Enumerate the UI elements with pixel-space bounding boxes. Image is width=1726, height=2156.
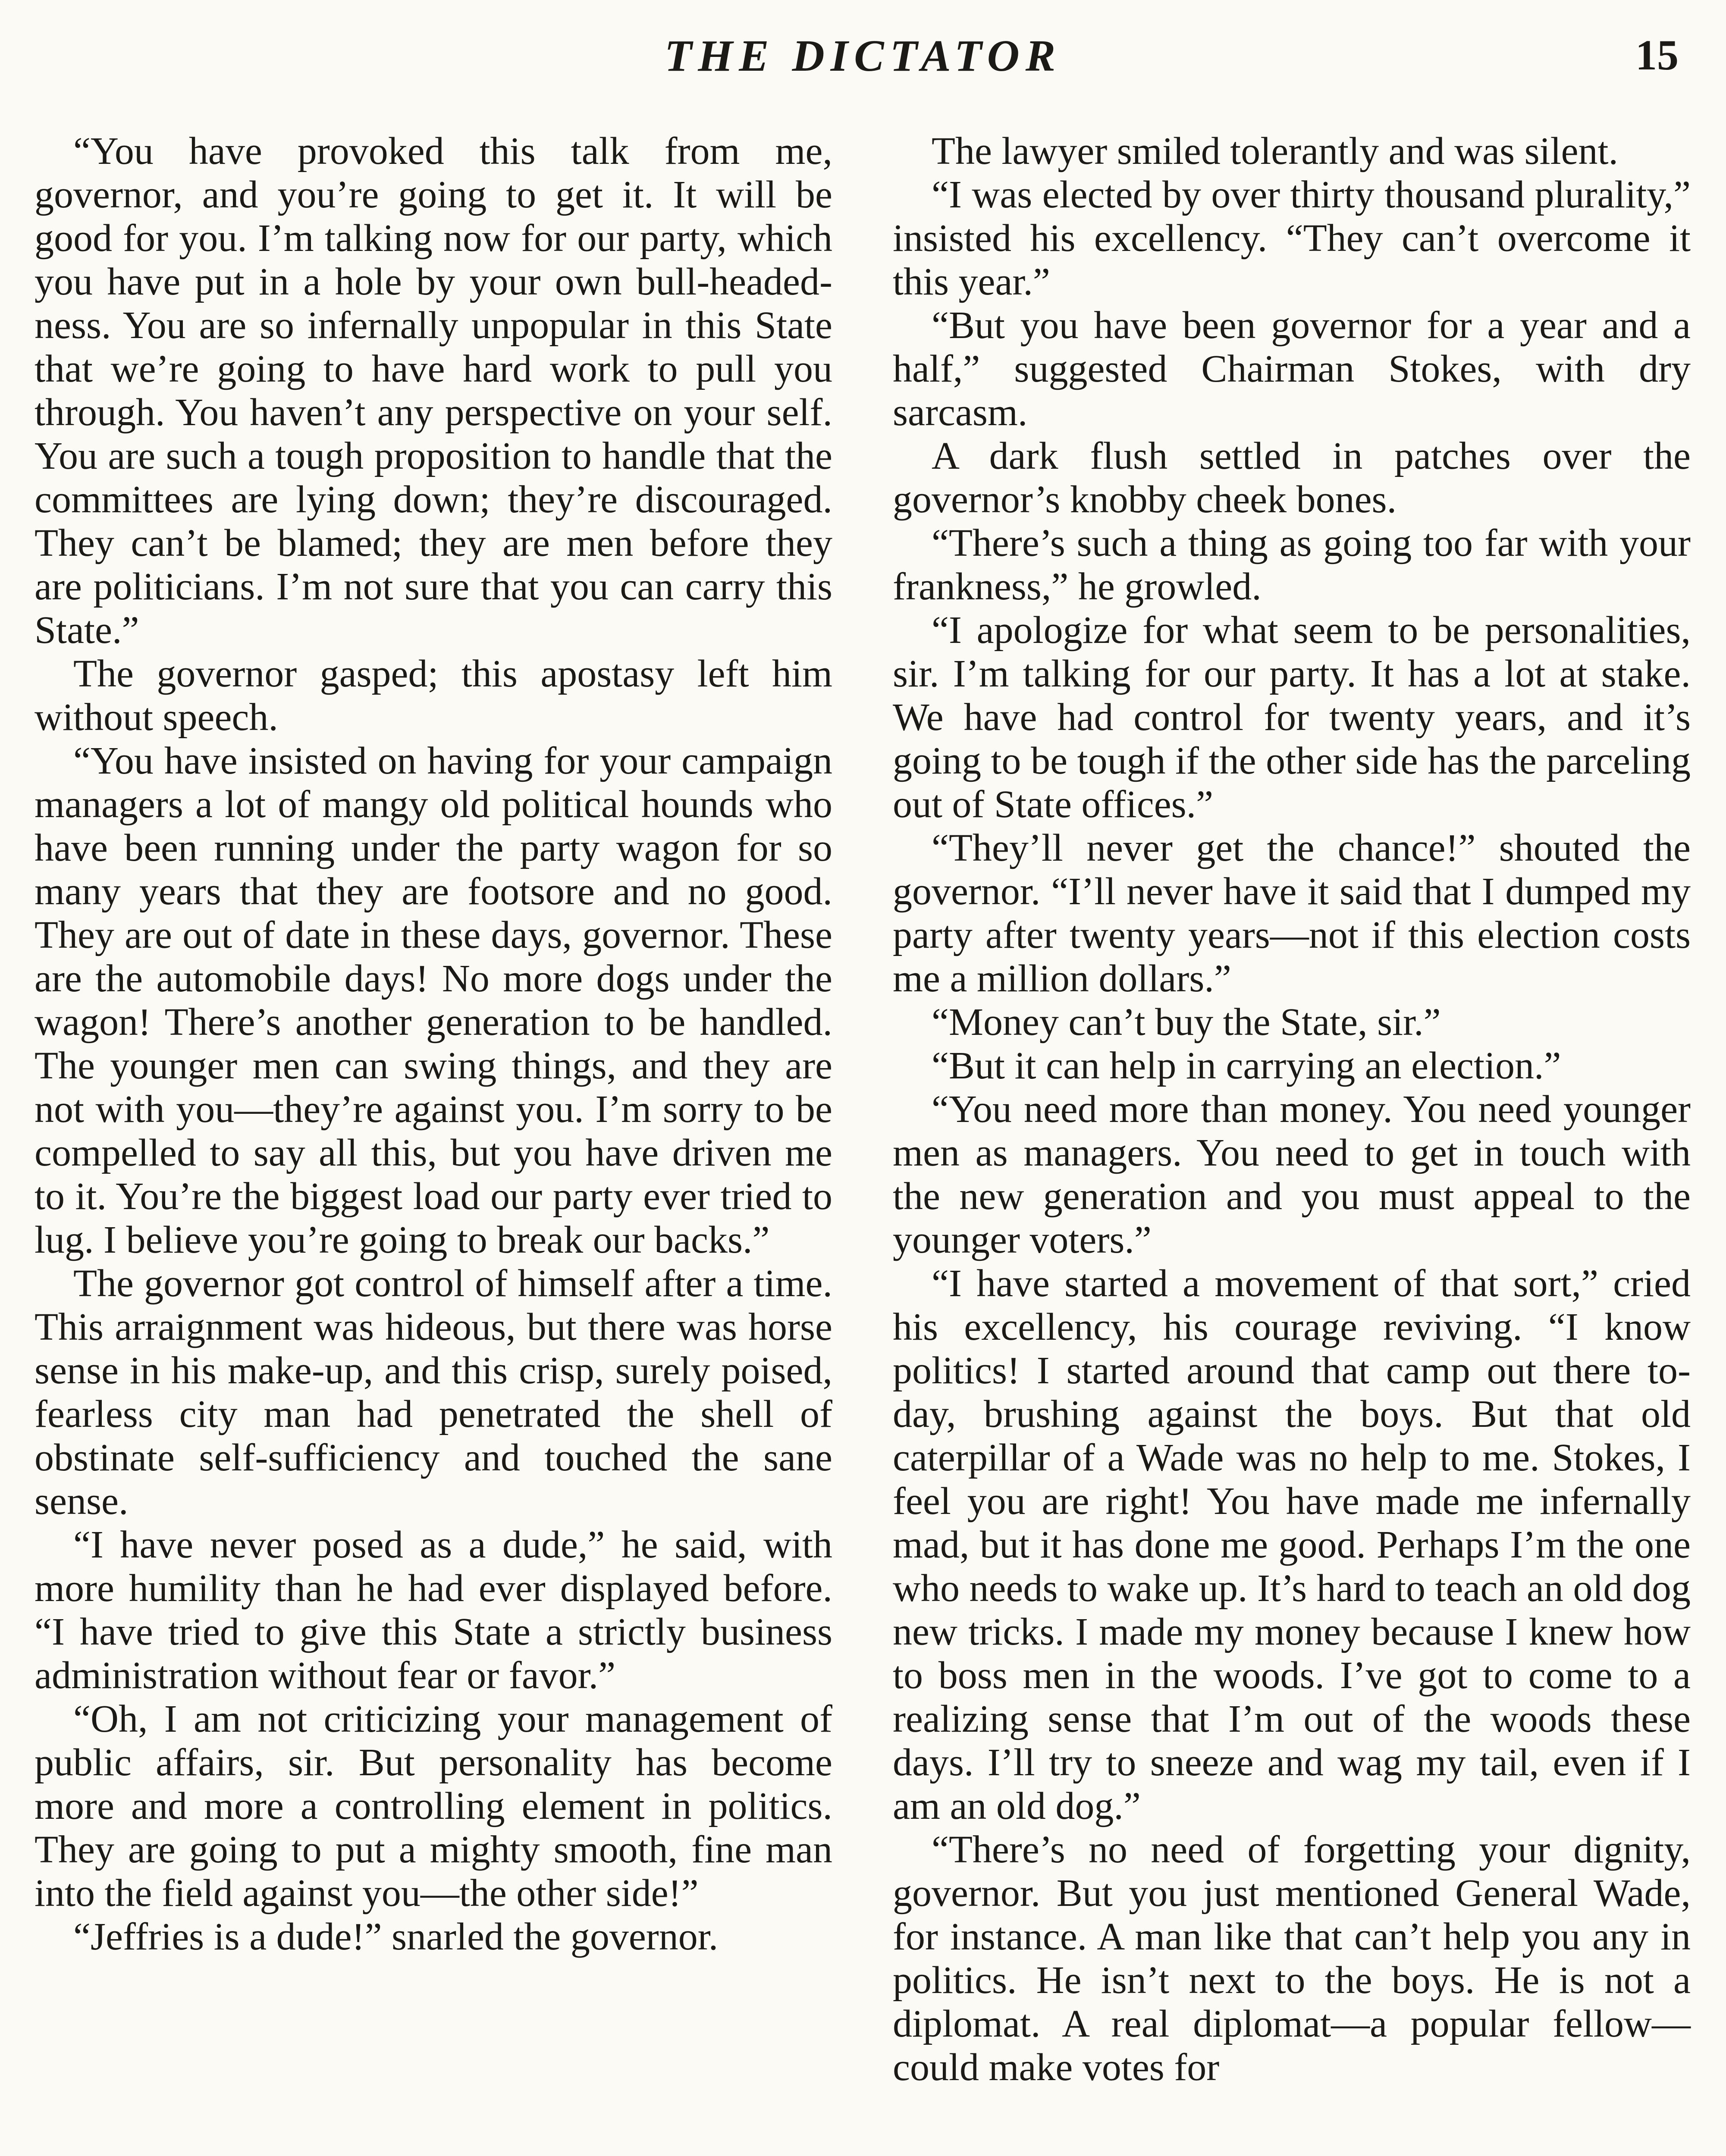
- paragraph: “There’s no need of forgetting your dignity, governor. But you just mentioned General Wade, for instance. A man like that can’t help you any in politics. He isn’t next to the boys. He is not a diplomat. A real diplomat—a popular fellow—could make votes for: [893, 1828, 1691, 2089]
- paragraph: “But you have been governor for a year and a half,” suggested Chairman Stokes, with dry sarcasm.: [893, 304, 1691, 434]
- paragraph: The governor got control of himself after a time. This arraignment was hideous, but there was horse sense in his make-up, and this crisp, surely poised, fearless city man had penetrated the shell of obstinate self-sufficiency and touched the sane sense.: [35, 1262, 832, 1523]
- paragraph: “You have insisted on having for your campaign managers a lot of mangy old political hounds who have been running under the party wagon for so many years that they are footsore and no good. They are out of date in these days, governor. These are the automobile days! No more dogs under the wagon! There’s another generation to be handled. The younger men can swing things, and they are not with you—they’re against you. I’m sorry to be compelled to say all this, but you have driven me to it. You’re the biggest load our party ever tried to lug. I believe you’re going to break our backs.”: [35, 740, 832, 1261]
- paragraph: “You have provoked this talk from me, governor, and you’re going to get it. It will be good for you. I’m talking now for our party, which you have put in a hole by your own bull-headedness. You are so infernally unpopular in this State that we’re going to have hard work to pull you through. You haven’t any perspective on your self. You are such a tough proposition to handle that the committees are lying down; they’re discouraged. They can’t be blamed; they are men before they are politicians. I’m not sure that you can carry this State.”: [35, 130, 832, 652]
- right-column: [893, 129, 1691, 2089]
- paragraph: “Oh, I am not criticizing your management of public affairs, sir. But personality has become more and more a controlling element in politics. They are going to put a mighty smooth, fine man into the field against you—the other side!”: [35, 1698, 832, 1915]
- left-column: [35, 129, 832, 1959]
- paragraph: “I have never posed as a dude,” he said, with more humility than he had ever displayed before. “I have tried to give this State a strictly business administration without fear or favor.”: [35, 1523, 832, 1697]
- paragraph: “You need more than money. You need younger men as managers. You need to get in touch with the new generation and you must appeal to the younger voters.”: [893, 1088, 1691, 1261]
- paragraph: “I was elected by over thirty thousand plurality,” insisted his excellency. “They can’t overcome it this year.”: [893, 173, 1691, 303]
- paragraph: “I apologize for what seem to be personalities, sir. I’m talking for our party. It has a lot at stake. We have had control for twenty years, and it’s going to be tough if the other side has the parceling out of State offices.”: [893, 609, 1691, 826]
- paragraph: The lawyer smiled tolerantly and was silent.: [932, 130, 1619, 172]
- paragraph: “Money can’t buy the State, sir.”: [932, 1001, 1441, 1044]
- paragraph: “There’s such a thing as going too far with your frankness,” he growled.: [893, 522, 1691, 608]
- running-title: THE DICTATOR: [664, 31, 1062, 81]
- page-header: [35, 30, 1691, 86]
- paragraph: “But it can help in carrying an election.”: [932, 1044, 1561, 1087]
- paragraph: “Jeffries is a dude!” snarled the governor.: [73, 1915, 719, 1958]
- paragraph: The governor gasped; this apostasy left him without speech.: [35, 652, 832, 739]
- paragraph: “They’ll never get the chance!” shouted the governor. “I’ll never have it said that I dumped my party after twenty years—not if this election costs me a million dollars.”: [893, 827, 1691, 1000]
- paragraph: A dark flush settled in patches over the governor’s knobby cheek bones.: [893, 435, 1691, 521]
- page-number: 15: [1635, 31, 1679, 79]
- paragraph: “I have started a movement of that sort,” cried his excellency, his courage reviving. “I know politics! I started around that camp out there to-day, brushing against the boys. But that old caterpillar of a Wade was no help to me. Stokes, I feel you are right! You have made me infernally mad, but it has done me good. Perhaps I’m the one who needs to wake up. It’s hard to teach an old dog new tricks. I made my money because I knew how to boss men in the woods. I’ve got to come to a realizing sense that I’m out of the woods these days. I’ll try to sneeze and wag my tail, even if I am an old dog.”: [893, 1262, 1691, 1827]
